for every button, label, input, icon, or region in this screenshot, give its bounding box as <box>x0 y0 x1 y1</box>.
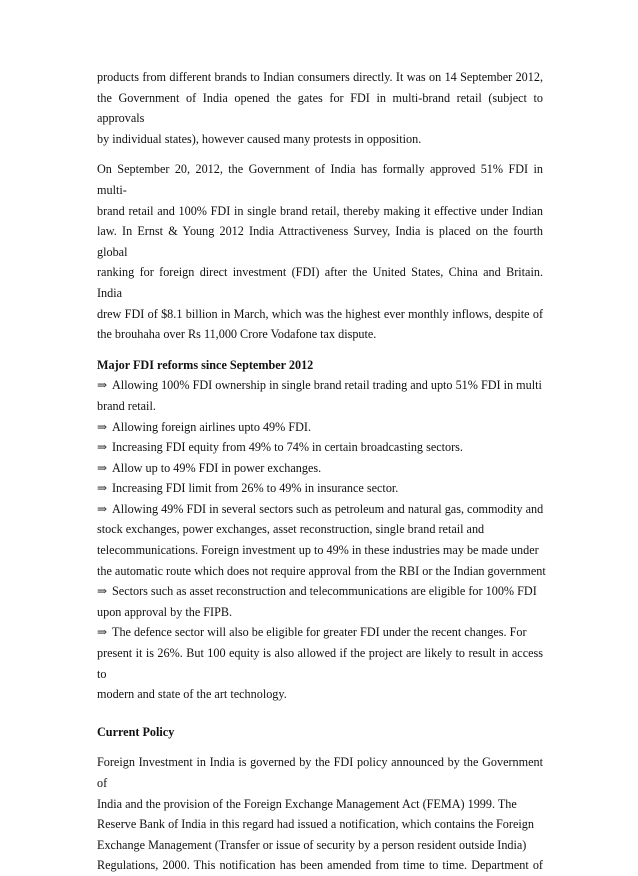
reform-item-continued: present it is 26%. But 100 equity is also allowed if the project are likely to result in access to <box>97 646 543 681</box>
reform-item: ⇒ Increasing FDI limit from 26% to 49% in insurance sector. <box>97 478 543 499</box>
reform-item: ⇒ The defence sector will also be eligible for greater FDI under the recent changes. For <box>97 622 543 643</box>
document-page <box>97 67 546 876</box>
current-policy-section <box>97 722 543 876</box>
reform-item: ⇒ Allowing 49% FDI in several sectors such as petroleum and natural gas, commodity and <box>97 499 543 520</box>
text-line: Regulations, 2000. This notification has been amended from time to time. Department of <box>97 858 543 873</box>
arrow-right-icon: ⇒ <box>97 501 108 516</box>
reform-item-continued: upon approval by the FIPB. <box>97 604 233 619</box>
reform-item: ⇒ Increasing FDI equity from 49% to 74% in certain broadcasting sectors. <box>97 437 543 458</box>
text-line: drew FDI of $8.1 billion in March, which was the highest ever monthly inflows, despite of <box>97 306 543 321</box>
section-heading-reforms: Major FDI reforms since September 2012 <box>97 357 314 372</box>
text-line: India and the provision of the Foreign Exchange Management Act (FEMA) 1999. The <box>97 796 517 811</box>
text-line: On September 20, 2012, the Government of India has formally approved 51% FDI in multi- <box>97 162 543 197</box>
arrow-right-icon: ⇒ <box>97 419 108 434</box>
text-line: Exchange Management (Transfer or issue of security by a person resident outside India) <box>97 837 527 852</box>
text-line: Foreign Investment in India is governed by the FDI policy announced by the Government of <box>97 755 543 790</box>
text-line: products from different brands to Indian consumers directly. It was on 14 September 2012, <box>97 70 543 84</box>
arrow-right-icon: ⇒ <box>97 460 108 475</box>
reforms-section <box>97 355 546 705</box>
text-line: Reserve Bank of India in this regard had issued a notification, which contains the Foreign <box>97 817 534 832</box>
reform-item-continued: telecommunications. Foreign investment up to 49% in these industries may be made under <box>97 543 539 558</box>
text-line: ranking for foreign direct investment (FDI) after the United States, China and Britain. India <box>97 265 543 300</box>
text-line: law. In Ernst & Young 2012 India Attractiveness Survey, India is placed on the fourth global <box>97 224 543 259</box>
paragraph-intro-continued <box>97 67 543 149</box>
reform-item-continued: modern and state of the art technology. <box>97 687 287 702</box>
reform-item-continued: the automatic route which does not require approval from the RBI or the Indian government <box>97 563 546 578</box>
arrow-right-icon: ⇒ <box>97 481 108 496</box>
reform-item: ⇒ Sectors such as asset reconstruction and telecommunications are eligible for 100% FDI <box>97 581 543 602</box>
text-line: the Government of India opened the gates for FDI in multi-brand retail (subject to approvals <box>97 90 543 126</box>
arrow-right-icon: ⇒ <box>97 440 108 455</box>
reform-item-continued: stock exchanges, power exchanges, asset reconstruction, single brand retail and <box>97 522 485 537</box>
arrow-right-icon: ⇒ <box>97 584 108 599</box>
arrow-right-icon: ⇒ <box>97 378 108 393</box>
reform-item: ⇒ Allow up to 49% FDI in power exchanges. <box>97 458 543 479</box>
reform-item: ⇒ Allowing 100% FDI ownership in single brand retail trading and upto 51% FDI in multi <box>97 375 543 396</box>
text-line: the brouhaha over Rs 11,000 Crore Vodafone tax dispute. <box>97 327 377 342</box>
arrow-right-icon: ⇒ <box>97 625 108 640</box>
section-heading-current-policy: Current Policy <box>97 724 175 739</box>
reform-item-continued: brand retail. <box>97 398 156 413</box>
text-line: brand retail and 100% FDI in single brand retail, thereby making it effective under Indian <box>97 203 543 218</box>
text-line: by individual states), however caused many protests in opposition. <box>97 131 422 146</box>
paragraph-fdi-approval <box>97 159 543 344</box>
reform-item: ⇒ Allowing foreign airlines upto 49% FDI. <box>97 417 543 438</box>
